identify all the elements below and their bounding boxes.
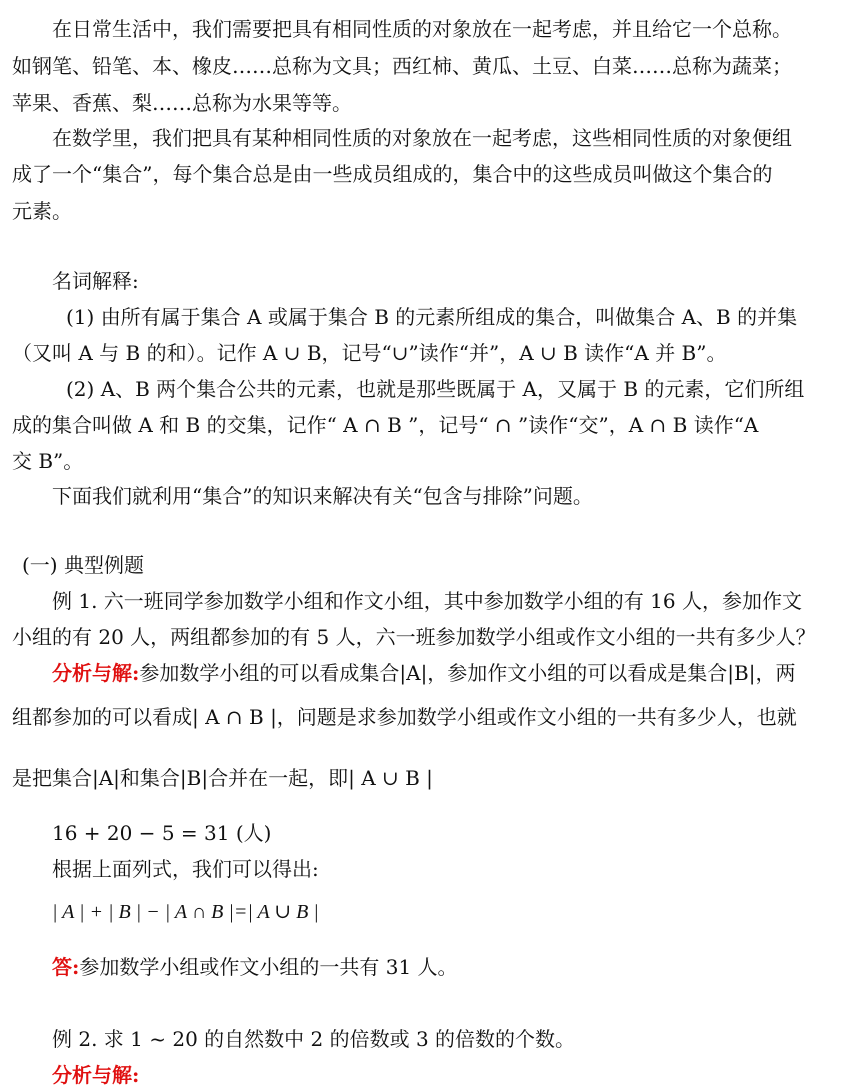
answer-label: 答:: [52, 955, 80, 979]
intro-p2-line3: 元素。: [12, 199, 72, 223]
analysis-label: 分析与解:: [52, 661, 140, 685]
section-heading: (一) 典型例题: [22, 553, 144, 577]
terms-lead: 下面我们就利用“集合”的知识来解决有关“包含与排除”问题。: [52, 484, 593, 508]
terms-heading: 名词解释:: [52, 269, 139, 293]
example1-answer: [52, 956, 458, 979]
example1-question-line1: 例 1. 六一班同学参加数学小组和作文小组，其中参加数学小组的有 16 人，参加作文: [52, 589, 802, 613]
example1-derive: 根据上面列式，我们可以得出:: [52, 857, 319, 881]
term1-line2: （又叫 A 与 B 的和）。记作 A ∪ B，记号“∪”读作“并”，A ∪ B 读作“A 并 B”。: [12, 341, 727, 365]
term1-line1: (1) 由所有属于集合 A 或属于集合 B 的元素所组成的集合，叫做集合 A、B 的并集: [66, 305, 798, 329]
term2-line1: (2) A、B 两个集合公共的元素，也就是那些既属于 A，又属于 B 的元素，它们所组: [66, 377, 805, 401]
answer-text: 参加数学小组或作文小组的一共有 31 人。: [79, 955, 458, 979]
term2-line3: 交 B”。: [12, 449, 84, 473]
intro-p2-line1: 在数学里，我们把具有某种相同性质的对象放在一起考虑，这些相同性质的对象便组: [52, 126, 792, 150]
example1-calculation: 16 + 20 − 5 = 31 (人): [52, 821, 272, 845]
intro-p2-line2: 成了一个“集合”，每个集合总是由一些成员组成的，集合中的这些成员叫做这个集合的: [12, 162, 773, 186]
example1-analysis-line3: 是把集合|A|和集合|B|合并在一起，即| A ∪ B |: [12, 766, 433, 790]
term2-line2: 成的集合叫做 A 和 B 的交集，记作“ A ∩ B ”，记号“ ∩ ”读作“交”，A ∩ B 读作“A: [12, 413, 759, 437]
example1-analysis-line2: 组都参加的可以看成| A ∩ B |，问题是求参加数学小组或作文小组的一共有多少人，也就: [12, 705, 797, 729]
analysis-text: 参加数学小组的可以看成集合|A|，参加作文小组的可以看成是集合|B|，两: [139, 661, 796, 685]
intro-p1-line3: 苹果、香蕉、梨……总称为水果等等。: [12, 91, 352, 115]
example2-analysis-label: 分析与解:: [52, 1063, 140, 1087]
example1-formula: | A | + | B | − | A ∩ B |=| A ∪ B |: [52, 901, 319, 923]
example1-question-line2: 小组的有 20 人，两组都参加的有 5 人，六一班参加数学小组或作文小组的一共有多少人？: [12, 625, 816, 649]
intro-p1-line2: 如钢笔、铅笔、本、橡皮……总称为文具；西红柿、黄瓜、土豆、白菜……总称为蔬菜；: [12, 54, 792, 78]
example1-analysis-line1: [52, 662, 795, 685]
intro-p1-line1: 在日常生活中，我们需要把具有相同性质的对象放在一起考虑，并且给它一个总称。: [52, 17, 792, 41]
example2-question: 例 2. 求 1 ~ 20 的自然数中 2 的倍数或 3 的倍数的个数。: [52, 1027, 576, 1051]
